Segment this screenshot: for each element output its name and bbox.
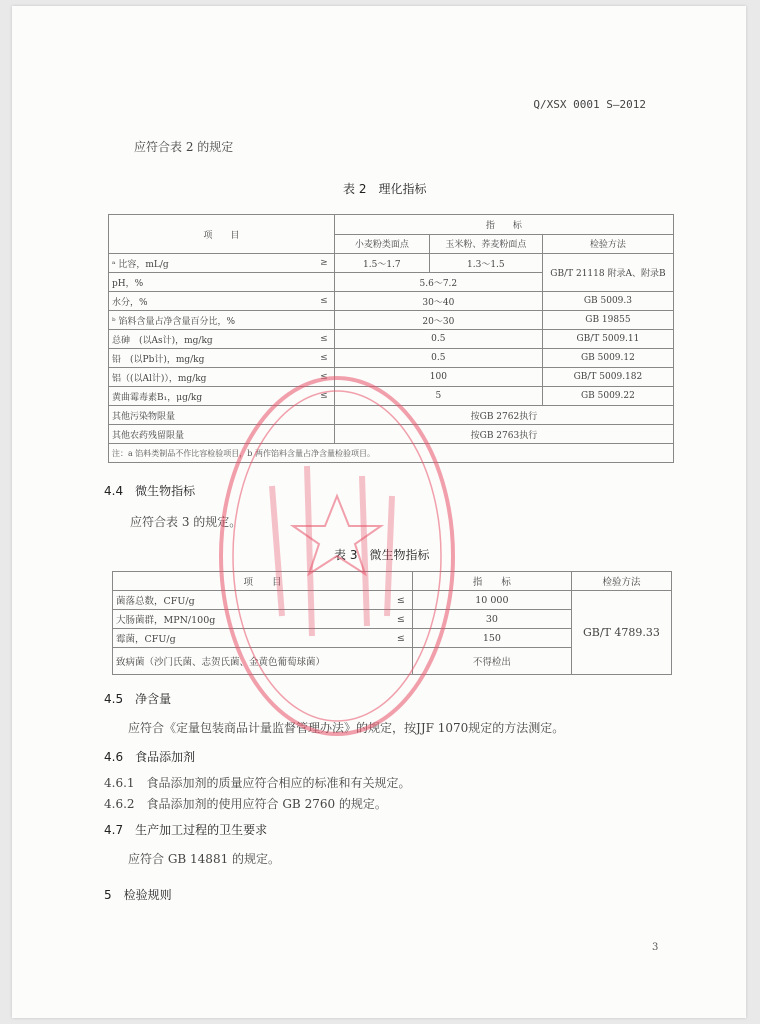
table-row: 黄曲霉毒素B₁，μg/kg ≤ 5 GB 5009.22 <box>109 387 674 406</box>
table-row: 其他污染物限量 按GB 2762执行 <box>109 406 674 425</box>
t2-head-item: 项 目 <box>109 215 335 254</box>
page-number: 3 <box>652 942 659 953</box>
table-row: pH，% 5.6～7.2 <box>109 273 674 292</box>
table-row: 致病菌（沙门氏菌、志贺氏菌、金黄色葡萄球菌） 不得检出 <box>113 648 672 675</box>
table-row: 霉菌，CFU/g ≤ 150 <box>113 629 672 648</box>
section-4-6-title: 4.6 食品添加剂 <box>104 750 196 764</box>
section-5-title: 5 检验规则 <box>104 888 172 902</box>
t2-sub-corn: 玉米粉、荞麦粉面点 <box>429 234 542 254</box>
section-4-7-text: 应符合 GB 14881 的规定。 <box>128 852 281 866</box>
t3-head-method: 检验方法 <box>571 572 671 591</box>
standard-code: Q/XSX 0001 S—2012 <box>533 98 646 111</box>
table-row: 铅 (以Pb计)，mg/kg ≤ 0.5 GB 5009.12 <box>109 349 674 368</box>
table-row: 铝（(以Al计)），mg/kg ≤ 100 GB/T 5009.182 <box>109 368 674 387</box>
section-4-5-title: 4.5 净含量 <box>104 692 172 706</box>
table-row: ᵇ 馅料含量占净含量百分比，% 20～30 GB 19855 <box>109 311 674 330</box>
table-row: 大肠菌群，MPN/100g ≤ 30 <box>113 610 672 629</box>
t2-sub-method: 检验方法 <box>542 234 673 254</box>
document-page <box>12 6 746 1018</box>
section-4-6-2: 4.6.2 食品添加剂的使用应符合 GB 2760 的规定。 <box>104 797 387 811</box>
table-row: ᵃ 比容，mL/g ≥ 1.5～1.7 1.3～1.5 GB/T 21118 附录A、附录B <box>109 254 674 273</box>
t2-sub-wheat: 小麦粉类面点 <box>334 234 429 254</box>
section-4-7-title: 4.7 生产加工过程的卫生要求 <box>104 823 268 837</box>
table-row: 其他农药残留限量 按GB 2763执行 <box>109 425 674 444</box>
table2-caption: 表 2 理化指标 <box>343 182 427 196</box>
section-4-4-text: 应符合表 3 的规定。 <box>130 515 242 529</box>
table-row: 总砷 (以As计)，mg/kg ≤ 0.5 GB/T 5009.11 <box>109 330 674 349</box>
table-row: 水分，% ≤ 30～40 GB 5009.3 <box>109 292 674 311</box>
t3-head-item: 项 目 <box>113 572 413 591</box>
intro-text: 应符合表 2 的规定 <box>134 140 234 154</box>
t3-method: GB/T 4789.33 <box>571 591 671 675</box>
seal-stamp-icon <box>212 366 462 746</box>
table-row: 菌落总数，CFU/g ≤ 10 000 GB/T 4789.33 <box>113 591 672 610</box>
table3-caption: 表 3 微生物指标 <box>334 548 430 562</box>
section-4-6-1: 4.6.1 食品添加剂的质量应符合相应的标准和有关规定。 <box>104 776 411 790</box>
t3-head-index: 指 标 <box>412 572 571 591</box>
t2-note: 注：a 馅料类制品不作比容检验项目，b 两作馅料含量占净含量检验项目。 <box>109 444 674 463</box>
t2-head-index: 指 标 <box>334 215 673 235</box>
section-4-4-title: 4.4 微生物指标 <box>104 484 196 498</box>
section-4-5-text: 应符合《定量包装商品计量监督管理办法》的规定，按JJF 1070规定的方法测定。 <box>128 721 565 735</box>
